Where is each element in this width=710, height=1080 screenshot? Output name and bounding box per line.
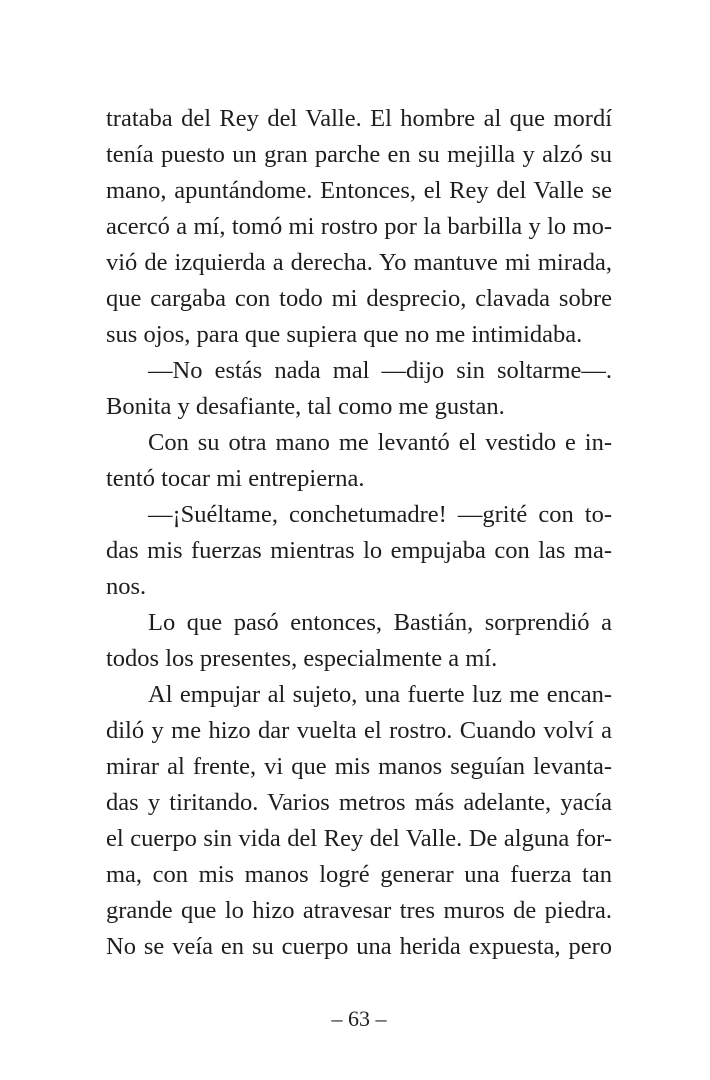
text-line: diló y me hizo dar vuelta el rostro. Cuando volví a bbox=[106, 717, 612, 744]
page-number: – 63 – bbox=[331, 1006, 387, 1031]
text-line: Al empujar al sujeto, una fuerte luz me encan- bbox=[148, 681, 612, 708]
text-line: das y tiritando. Varios metros más adelante, yacía bbox=[106, 789, 612, 816]
text-line: No se veía en su cuerpo una herida expuesta, pero bbox=[106, 933, 612, 960]
page-text bbox=[106, 101, 612, 965]
text-line: mano, apuntándome. Entonces, el Rey del Valle se bbox=[106, 177, 612, 204]
text-line: —¡Suéltame, conchetumadre! —grité con to- bbox=[148, 501, 612, 528]
text-line: das mis fuerzas mientras lo empujaba con las ma- bbox=[106, 537, 612, 564]
text-line: tenía puesto un gran parche en su mejilla y alzó su bbox=[106, 141, 612, 168]
text-line: que cargaba con todo mi desprecio, clavada sobre bbox=[106, 285, 612, 312]
text-line: tentó tocar mi entrepierna. bbox=[106, 465, 365, 492]
text-line: grande que lo hizo atravesar tres muros de piedra. bbox=[106, 897, 612, 924]
text-line: el cuerpo sin vida del Rey del Valle. De alguna for- bbox=[106, 825, 612, 852]
text-line: mirar al frente, vi que mis manos seguían levanta- bbox=[106, 753, 612, 780]
text-line: Bonita y desafiante, tal como me gustan. bbox=[106, 393, 505, 420]
text-line: todos los presentes, especialmente a mí. bbox=[106, 645, 498, 672]
text-line: Con su otra mano me levantó el vestido e in- bbox=[148, 429, 612, 456]
text-line: —No estás nada mal —dijo sin soltarme—. bbox=[148, 357, 612, 384]
text-line: ma, con mis manos logré generar una fuerza tan bbox=[106, 861, 612, 888]
text-line: trataba del Rey del Valle. El hombre al que mordí bbox=[106, 105, 612, 132]
text-line: vió de izquierda a derecha. Yo mantuve mi mirada, bbox=[106, 249, 612, 276]
text-line: sus ojos, para que supiera que no me intimidaba. bbox=[106, 321, 583, 348]
text-line: nos. bbox=[106, 573, 147, 600]
text-line: Lo que pasó entonces, Bastián, sorprendió a bbox=[148, 609, 612, 636]
text-line: acercó a mí, tomó mi rostro por la barbilla y lo mo- bbox=[106, 213, 612, 240]
